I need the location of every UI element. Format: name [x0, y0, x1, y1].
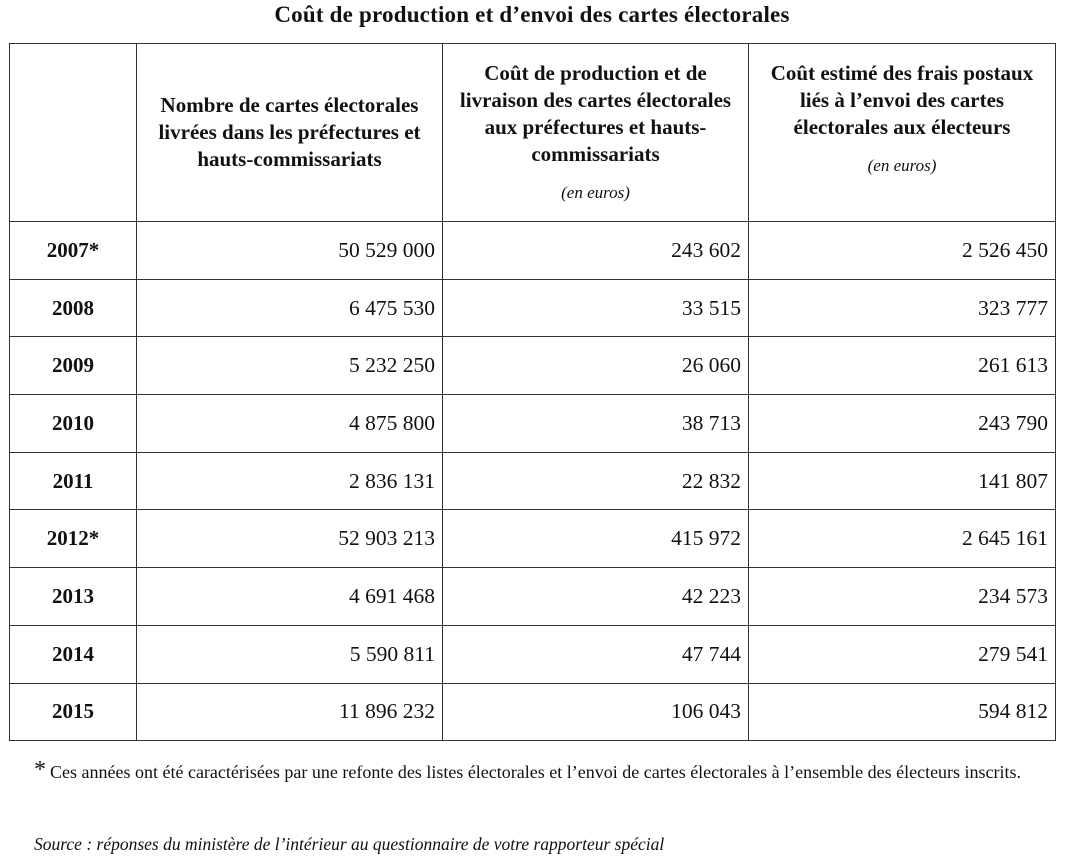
- page-title: Coût de production et d’envoi des cartes électorales: [274, 2, 790, 27]
- production-cost-cell: 22 832: [443, 452, 749, 510]
- header-production-cost: [443, 44, 749, 222]
- table-row: [10, 568, 1056, 626]
- table-row: [10, 279, 1056, 337]
- cards-count-cell: 50 529 000: [137, 222, 443, 280]
- production-cost-cell: 42 223: [443, 568, 749, 626]
- header-cards-count: [137, 44, 443, 222]
- year-cell: 2015: [10, 683, 137, 741]
- year-cell: 2007*: [10, 222, 137, 280]
- header-row: [10, 44, 1056, 222]
- footnote: [34, 756, 1044, 787]
- header-postal-cost: [749, 44, 1056, 222]
- cards-count-cell: 4 875 800: [137, 395, 443, 453]
- header-unit: (en euros): [867, 156, 937, 175]
- header-title: Coût de production et de livraison des cartes électorales aux préfectures et hauts-commissariats: [459, 61, 732, 166]
- cards-count-cell: 4 691 468: [137, 568, 443, 626]
- source-note: Source : réponses du ministère de l’intérieur au questionnaire de votre rapporteur spécial: [34, 834, 665, 854]
- table-row: [10, 683, 1056, 741]
- table-row: [10, 510, 1056, 568]
- header-unit: (en euros): [561, 183, 630, 202]
- postal-cost-cell: 2 645 161: [749, 510, 1056, 568]
- production-cost-cell: 243 602: [443, 222, 749, 280]
- cards-count-cell: 6 475 530: [137, 279, 443, 337]
- postal-cost-cell: 594 812: [749, 683, 1056, 741]
- cards-count-cell: 2 836 131: [137, 452, 443, 510]
- cards-count-cell: 5 232 250: [137, 337, 443, 395]
- postal-cost-cell: 2 526 450: [749, 222, 1056, 280]
- postal-cost-cell: 279 541: [749, 625, 1056, 683]
- postal-cost-cell: 243 790: [749, 395, 1056, 453]
- table-row: [10, 625, 1056, 683]
- year-cell: 2014: [10, 625, 137, 683]
- year-cell: 2011: [10, 452, 137, 510]
- cards-count-cell: 52 903 213: [137, 510, 443, 568]
- table-row: [10, 395, 1056, 453]
- header-corner-cell: [10, 44, 137, 222]
- table-row: [10, 337, 1056, 395]
- production-cost-cell: 106 043: [443, 683, 749, 741]
- table-header: [10, 44, 1056, 222]
- cards-count-cell: 5 590 811: [137, 625, 443, 683]
- header-title: Nombre de cartes électorales livrées dans les préfectures et hauts-commissariats: [158, 93, 421, 171]
- year-cell: 2010: [10, 395, 137, 453]
- table-row: [10, 222, 1056, 280]
- year-cell: 2012*: [10, 510, 137, 568]
- year-cell: 2009: [10, 337, 137, 395]
- table-row: [10, 452, 1056, 510]
- production-cost-cell: 415 972: [443, 510, 749, 568]
- year-cell: 2008: [10, 279, 137, 337]
- production-cost-cell: 38 713: [443, 395, 749, 453]
- production-cost-cell: 33 515: [443, 279, 749, 337]
- cards-count-cell: 11 896 232: [137, 683, 443, 741]
- header-title: Coût estimé des frais postaux liés à l’envoi des cartes électorales aux électeurs: [770, 61, 1034, 139]
- cost-table: [9, 43, 1056, 741]
- postal-cost-cell: 323 777: [749, 279, 1056, 337]
- production-cost-cell: 47 744: [443, 625, 749, 683]
- production-cost-cell: 26 060: [443, 337, 749, 395]
- postal-cost-cell: 261 613: [749, 337, 1056, 395]
- footnote-marker: *: [34, 757, 46, 783]
- year-cell: 2013: [10, 568, 137, 626]
- postal-cost-cell: 234 573: [749, 568, 1056, 626]
- postal-cost-cell: 141 807: [749, 452, 1056, 510]
- footnote-text: Ces années ont été caractérisées par une refonte des listes électorales et l’envoi de cartes électorales à l’ensemble des électeurs inscrits.: [50, 762, 1022, 782]
- table-body: [10, 222, 1056, 741]
